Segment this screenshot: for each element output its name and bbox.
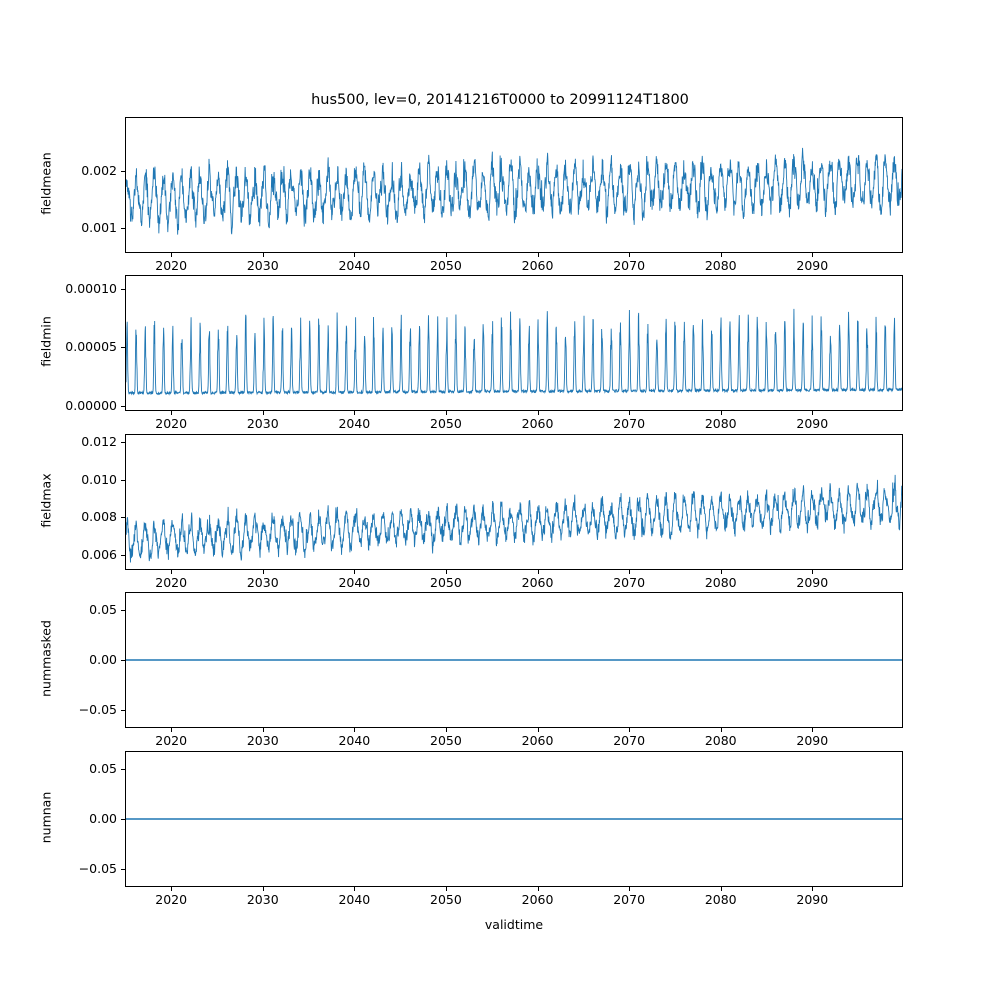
y-tick-label: 0.00010 (65, 281, 117, 296)
x-tick-mark (354, 411, 355, 415)
x-tick-mark (721, 253, 722, 257)
y-tick-label: 0.05 (89, 602, 117, 617)
x-tick-label: 2020 (155, 416, 188, 431)
y-tick-mark (121, 610, 125, 611)
x-tick-mark (812, 728, 813, 732)
y-axis-label-nummasked: nummasked (38, 620, 54, 697)
x-tick-label: 2060 (521, 575, 554, 590)
x-tick-mark (263, 887, 264, 891)
x-tick-label: 2020 (155, 733, 188, 748)
x-tick-mark (263, 253, 264, 257)
y-axis-label-fieldmean: fieldmean (38, 152, 54, 215)
x-tick-mark (354, 728, 355, 732)
x-tick-mark (171, 570, 172, 574)
x-tick-label: 2040 (338, 416, 371, 431)
x-tick-mark (721, 728, 722, 732)
x-tick-mark (812, 887, 813, 891)
x-tick-label: 2080 (704, 575, 737, 590)
x-tick-mark (538, 411, 539, 415)
y-tick-mark (121, 517, 125, 518)
x-tick-label: 2050 (430, 416, 462, 431)
plot-panel-fieldmax (125, 434, 903, 570)
data-line-fieldmin (126, 309, 902, 395)
x-tick-mark (812, 253, 813, 257)
plot-panel-fieldmean (125, 117, 903, 253)
x-tick-mark (171, 728, 172, 732)
x-tick-label: 2050 (430, 575, 462, 590)
x-tick-label: 2090 (796, 733, 829, 748)
y-tick-label: 0.00 (89, 652, 117, 667)
y-tick-mark (121, 869, 125, 870)
x-tick-label: 2080 (704, 733, 737, 748)
y-tick-label: −0.05 (78, 861, 117, 876)
x-tick-mark (171, 253, 172, 257)
x-tick-label: 2080 (704, 416, 737, 431)
x-tick-label: 2090 (796, 892, 829, 907)
x-tick-label: 2070 (613, 892, 646, 907)
x-tick-mark (812, 411, 813, 415)
data-line-fieldmean (126, 148, 902, 235)
x-tick-label: 2090 (796, 416, 829, 431)
x-tick-label: 2020 (155, 258, 188, 273)
x-tick-label: 2060 (521, 416, 554, 431)
x-tick-label: 2060 (521, 733, 554, 748)
x-tick-label: 2080 (704, 892, 737, 907)
y-tick-mark (121, 442, 125, 443)
x-tick-label: 2050 (430, 733, 462, 748)
y-tick-label: 0.05 (89, 761, 117, 776)
x-tick-mark (171, 887, 172, 891)
x-tick-mark (629, 728, 630, 732)
x-tick-mark (629, 411, 630, 415)
y-tick-mark (121, 228, 125, 229)
x-tick-label: 2060 (521, 892, 554, 907)
x-tick-label: 2020 (155, 575, 188, 590)
figure-title: hus500, lev=0, 20141216T0000 to 20991124T1800 (311, 92, 689, 108)
y-tick-mark (121, 347, 125, 348)
y-tick-mark (121, 480, 125, 481)
x-tick-mark (629, 887, 630, 891)
x-tick-label: 2080 (704, 258, 737, 273)
x-tick-mark (446, 728, 447, 732)
x-tick-mark (171, 411, 172, 415)
plot-panel-fieldmin (125, 275, 903, 411)
x-tick-label: 2020 (155, 892, 188, 907)
x-tick-mark (721, 411, 722, 415)
y-tick-label: 0.012 (81, 434, 117, 450)
y-tick-mark (121, 171, 125, 172)
x-tick-label: 2060 (521, 258, 554, 273)
y-tick-mark (121, 555, 125, 556)
x-tick-label: 2070 (613, 258, 646, 273)
x-tick-mark (354, 887, 355, 891)
x-tick-mark (538, 253, 539, 257)
x-tick-label: 2070 (613, 575, 646, 590)
y-tick-label: 0.00 (89, 811, 117, 826)
x-tick-mark (538, 887, 539, 891)
x-tick-label: 2070 (613, 416, 646, 431)
x-tick-mark (446, 887, 447, 891)
x-tick-mark (721, 570, 722, 574)
x-tick-label: 2090 (796, 575, 829, 590)
x-tick-label: 2030 (246, 258, 279, 273)
y-tick-label: 0.006 (81, 546, 117, 562)
x-tick-label: 2070 (613, 733, 646, 748)
x-tick-mark (629, 253, 630, 257)
x-tick-label: 2040 (338, 892, 371, 907)
x-tick-mark (446, 570, 447, 574)
y-axis-label-fieldmin: fieldmin (38, 316, 54, 367)
y-tick-label: 0.002 (81, 162, 117, 178)
x-tick-label: 2050 (430, 258, 462, 273)
x-axis-label: validtime (484, 917, 544, 932)
x-tick-mark (538, 728, 539, 732)
y-tick-label: 0.00005 (65, 339, 117, 355)
x-tick-label: 2030 (246, 892, 279, 907)
y-tick-label: −0.05 (78, 702, 117, 717)
x-tick-mark (721, 887, 722, 891)
y-tick-mark (121, 769, 125, 770)
y-tick-label: 0.008 (81, 509, 117, 525)
y-axis-label-numnan: numnan (38, 791, 54, 844)
y-axis-label-fieldmax: fieldmax (38, 473, 54, 528)
x-tick-mark (263, 570, 264, 574)
x-tick-label: 2050 (430, 892, 462, 907)
y-tick-mark (121, 710, 125, 711)
x-tick-mark (354, 253, 355, 257)
x-tick-mark (354, 570, 355, 574)
plot-panel-nummasked (125, 592, 903, 728)
x-tick-label: 2030 (246, 416, 279, 431)
y-tick-label: 0.00000 (65, 397, 117, 413)
y-tick-label: 0.001 (81, 219, 117, 235)
data-line-fieldmax (126, 475, 902, 563)
y-tick-mark (121, 406, 125, 407)
x-tick-mark (812, 570, 813, 574)
plot-panel-numnan (125, 751, 903, 887)
x-tick-label: 2090 (796, 258, 829, 273)
x-tick-label: 2040 (338, 575, 371, 590)
x-tick-label: 2030 (246, 575, 279, 590)
x-tick-mark (629, 570, 630, 574)
x-tick-label: 2040 (338, 733, 371, 748)
y-tick-mark (121, 289, 125, 290)
x-tick-mark (538, 570, 539, 574)
y-tick-mark (121, 819, 125, 820)
x-tick-mark (446, 411, 447, 415)
y-tick-mark (121, 660, 125, 661)
y-tick-label: 0.010 (81, 471, 117, 487)
x-tick-mark (263, 728, 264, 732)
x-tick-mark (263, 411, 264, 415)
x-tick-mark (446, 253, 447, 257)
x-tick-label: 2040 (338, 258, 371, 273)
x-tick-label: 2030 (246, 733, 279, 748)
